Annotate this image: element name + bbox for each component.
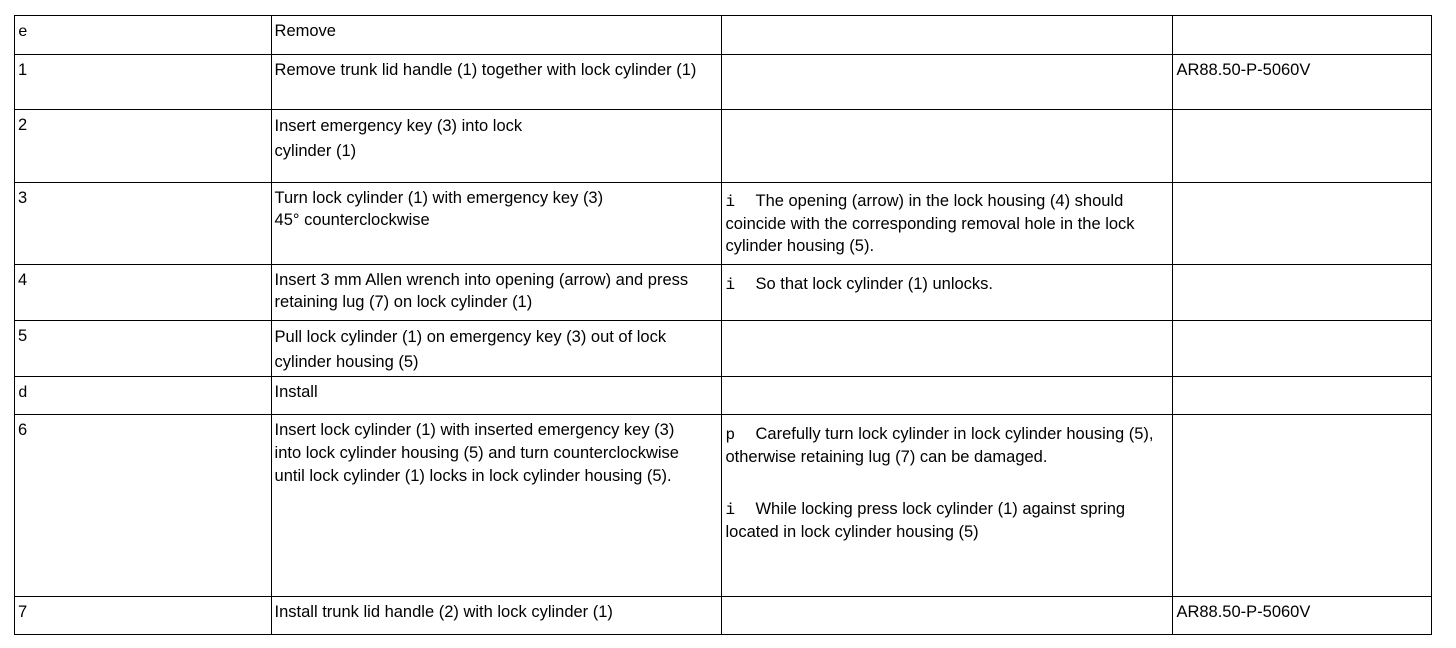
reference-cell [1173, 183, 1432, 265]
info-icon: i [725, 276, 736, 294]
reference-cell [1173, 110, 1432, 183]
step-cell: 3 [15, 183, 272, 265]
note-cell [722, 183, 1173, 265]
step-cell: 6 [15, 415, 272, 597]
note-text: So that lock cylinder (1) unlocks. [755, 275, 994, 293]
step-cell: 2 [15, 110, 272, 183]
table-row [15, 265, 1432, 321]
info-icon: i [725, 501, 736, 519]
note-cell [722, 16, 1173, 55]
note-item [725, 190, 1168, 257]
table-row [15, 597, 1432, 635]
procedure-sheet [14, 15, 1432, 635]
action-cell: Install trunk lid handle (2) with lock cylinder (1) [271, 597, 722, 635]
table-row [15, 16, 1432, 55]
note-cell [722, 597, 1173, 635]
action-cell: Insert 3 mm Allen wrench into opening (arrow) and press retaining lug (7) on lock cylinder (1) [271, 265, 722, 321]
reference-cell [1173, 415, 1432, 597]
reference-cell [1173, 321, 1432, 377]
table-row [15, 377, 1432, 415]
action-cell: Remove [271, 16, 722, 55]
step-cell: 4 [15, 265, 272, 321]
action-text: Turn lock cylinder (1) with emergency key (3) 45° counterclockwise [274, 189, 604, 229]
note-cell [722, 321, 1173, 377]
action-text: Pull lock cylinder (1) on emergency key (3) out of lock cylinder housing (5) [274, 328, 667, 371]
info-icon: i [725, 193, 736, 211]
note-cell [722, 265, 1173, 321]
action-cell [271, 415, 722, 597]
note-item [725, 423, 1168, 468]
step-cell [15, 377, 272, 415]
action-text: Insert lock cylinder (1) with inserted emergency key (3) into lock cylinder housing (5) and turn counterclockwise until lock cylinder (1) locks in lock cylinder housing (5). [274, 421, 679, 485]
note-item [725, 498, 1168, 543]
reference-cell [1173, 377, 1432, 415]
step-cell [15, 16, 272, 55]
note-text: While locking press lock cylinder (1) against spring located in lock cylinder housing (5) [725, 500, 1126, 541]
table-row [15, 183, 1432, 265]
action-cell [271, 321, 722, 377]
note-cell [722, 377, 1173, 415]
reference-cell: AR88.50-P-5060V [1173, 597, 1432, 635]
note-text: The opening (arrow) in the lock housing (4) should coincide with the corresponding removal hole in the lock cylinder housing (5). [725, 192, 1135, 255]
remove-section-icon: e [18, 23, 28, 41]
caution-icon: p [725, 426, 736, 444]
action-cell [271, 183, 722, 265]
table-row [15, 415, 1432, 597]
action-text: Insert emergency key (3) into lock cylinder (1) [274, 117, 523, 160]
procedure-table [14, 15, 1432, 635]
reference-cell [1173, 265, 1432, 321]
note-item [725, 273, 1168, 296]
step-cell: 5 [15, 321, 272, 377]
action-cell [271, 110, 722, 183]
table-row [15, 321, 1432, 377]
note-text: Carefully turn lock cylinder in lock cylinder housing (5), otherwise retaining lug (7) can be damaged. [725, 425, 1154, 466]
step-cell: 1 [15, 55, 272, 110]
reference-cell [1173, 16, 1432, 55]
action-cell: Install [271, 377, 722, 415]
step-cell: 7 [15, 597, 272, 635]
install-section-icon: d [18, 384, 28, 402]
table-row [15, 110, 1432, 183]
note-cell [722, 55, 1173, 110]
action-cell: Remove trunk lid handle (1) together with lock cylinder (1) [271, 55, 722, 110]
table-row [15, 55, 1432, 110]
note-cell [722, 110, 1173, 183]
note-cell [722, 415, 1173, 597]
reference-cell: AR88.50-P-5060V [1173, 55, 1432, 110]
